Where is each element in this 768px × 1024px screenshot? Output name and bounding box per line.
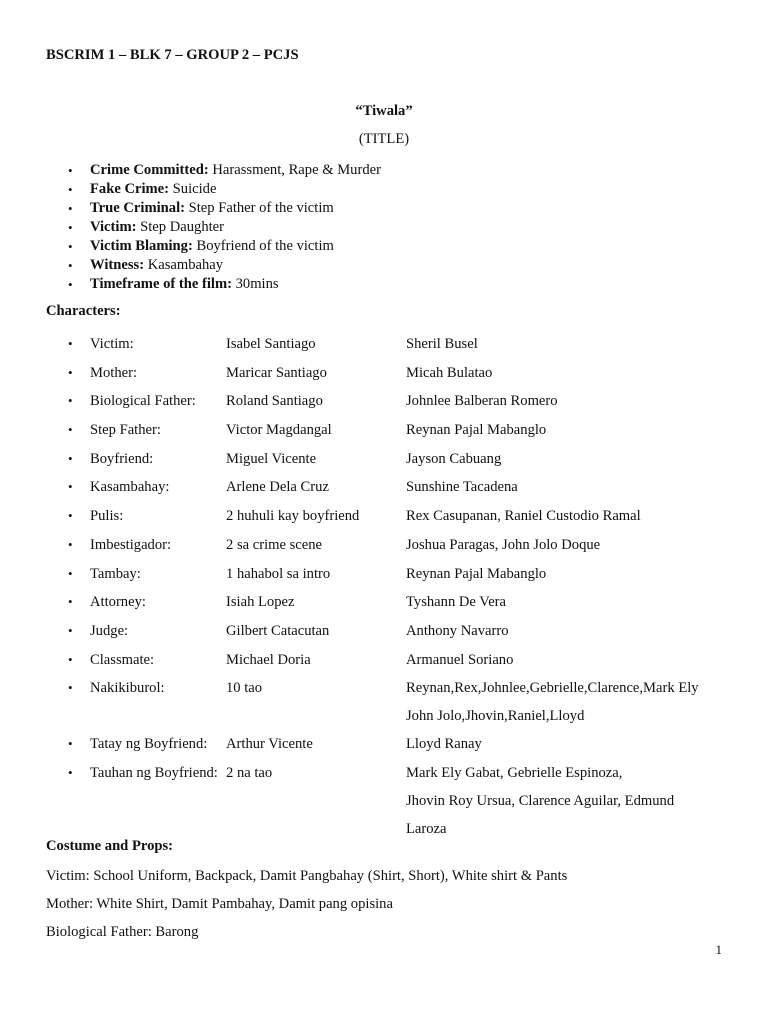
props-line: Biological Father: Barong bbox=[46, 924, 199, 940]
characters-list bbox=[68, 330, 748, 843]
bullet-icon: • bbox=[68, 736, 73, 752]
character-name: Arlene Dela Cruz bbox=[226, 479, 329, 496]
character-role: Judge: bbox=[90, 622, 129, 639]
character-row bbox=[68, 560, 748, 589]
character-name: Arthur Vicente bbox=[226, 736, 313, 753]
summary-value: 30mins bbox=[231, 276, 279, 292]
actor-line: Laroza bbox=[406, 820, 447, 837]
character-role: Nakikiburol: bbox=[90, 680, 165, 697]
character-actor bbox=[406, 387, 558, 415]
character-actor bbox=[406, 646, 513, 674]
characters-heading: Characters: bbox=[46, 303, 121, 319]
character-role: Tauhan ng Boyfriend: bbox=[90, 764, 218, 781]
character-actor bbox=[406, 445, 501, 473]
character-actor bbox=[406, 359, 492, 387]
character-row bbox=[68, 730, 748, 759]
character-role: Biological Father: bbox=[90, 393, 196, 410]
bullet-icon: • bbox=[68, 239, 73, 254]
props-list bbox=[46, 866, 746, 950]
bullet-icon: • bbox=[68, 594, 73, 610]
bullet-icon: • bbox=[68, 508, 73, 524]
summary-value: Kasambahay bbox=[144, 257, 224, 273]
character-row bbox=[68, 759, 748, 843]
summary-label: Witness: bbox=[90, 257, 145, 273]
actor-line: Rex Casupanan, Raniel Custodio Ramal bbox=[406, 508, 641, 525]
actor-line: Armanuel Soriano bbox=[406, 651, 514, 668]
summary-item bbox=[68, 256, 708, 275]
character-name: 2 sa crime scene bbox=[226, 536, 323, 553]
character-name: Miguel Vicente bbox=[226, 450, 317, 467]
summary-label: True Criminal: bbox=[90, 200, 185, 216]
actor-line: Mark Ely Gabat, Gebrielle Espinoza, bbox=[406, 764, 623, 781]
character-actor bbox=[406, 588, 506, 616]
character-row bbox=[68, 473, 748, 502]
character-role: Imbestigador: bbox=[90, 536, 172, 553]
character-name: Michael Doria bbox=[226, 651, 311, 668]
character-row bbox=[68, 674, 748, 730]
character-role: Step Father: bbox=[90, 422, 161, 439]
document-header: BSCRIM 1 – BLK 7 – GROUP 2 – PCJS bbox=[46, 47, 299, 63]
character-row bbox=[68, 359, 748, 388]
character-actor bbox=[406, 416, 546, 444]
character-role: Pulis: bbox=[90, 508, 124, 525]
character-row bbox=[68, 646, 748, 675]
actor-line: Lloyd Ranay bbox=[406, 736, 482, 753]
bullet-icon: • bbox=[68, 336, 73, 351]
props-line: Mother: White Shirt, Damit Pambahay, Damit pang opisina bbox=[46, 896, 393, 912]
bullet-icon: • bbox=[68, 163, 73, 178]
character-role: Tatay ng Boyfriend: bbox=[90, 736, 208, 753]
summary-label: Victim Blaming: bbox=[90, 238, 193, 254]
bullet-icon: • bbox=[68, 277, 73, 292]
character-actor bbox=[406, 759, 674, 843]
character-row bbox=[68, 387, 748, 416]
actor-line: Sheril Busel bbox=[406, 336, 478, 352]
document-title: “Tiwala” bbox=[355, 103, 413, 119]
bullet-icon: • bbox=[68, 393, 73, 409]
character-row bbox=[68, 416, 748, 445]
character-actor bbox=[406, 617, 509, 645]
actor-line: Reynan,Rex,Johnlee,Gebrielle,Clarence,Mark Ely bbox=[406, 680, 699, 697]
character-row bbox=[68, 502, 748, 531]
bullet-icon: • bbox=[68, 422, 73, 438]
bullet-icon: • bbox=[68, 651, 73, 667]
actor-line: Reynan Pajal Mabanglo bbox=[406, 565, 547, 582]
bullet-icon: • bbox=[68, 764, 73, 780]
summary-label: Timeframe of the film: bbox=[90, 276, 232, 292]
character-row bbox=[68, 531, 748, 560]
character-actor bbox=[406, 730, 482, 758]
character-row bbox=[68, 588, 748, 617]
summary-value: Suicide bbox=[169, 181, 217, 197]
summary-value: Step Daughter bbox=[136, 219, 225, 235]
summary-label: Crime Committed: bbox=[90, 162, 209, 178]
bullet-icon: • bbox=[68, 182, 73, 197]
bullet-icon: • bbox=[68, 364, 73, 380]
summary-label: Victim: bbox=[90, 219, 137, 235]
document-subtitle: (TITLE) bbox=[358, 131, 410, 147]
character-role: Victim: bbox=[90, 336, 134, 352]
character-role: Tambay: bbox=[90, 565, 141, 582]
character-row bbox=[68, 330, 748, 359]
summary-value: Harassment, Rape & Murder bbox=[208, 162, 381, 178]
character-role: Boyfriend: bbox=[90, 450, 154, 467]
bullet-icon: • bbox=[68, 536, 73, 552]
summary-item bbox=[68, 161, 708, 180]
bullet-icon: • bbox=[68, 450, 73, 466]
character-role: Attorney: bbox=[90, 594, 146, 611]
summary-item bbox=[68, 218, 708, 237]
summary-item bbox=[68, 237, 708, 256]
character-row bbox=[68, 617, 748, 646]
summary-value: Boyfriend of the victim bbox=[192, 238, 334, 254]
actor-line: Sunshine Tacadena bbox=[406, 479, 518, 496]
props-heading: Costume and Props: bbox=[46, 838, 174, 854]
bullet-icon: • bbox=[68, 220, 73, 235]
props-line: Victim: School Uniform, Backpack, Damit Pangbahay (Shirt, Short), White shirt & Pants bbox=[46, 868, 568, 884]
bullet-icon: • bbox=[68, 201, 73, 216]
actor-line: Joshua Paragas, John Jolo Doque bbox=[406, 536, 601, 553]
character-name: 2 huhuli kay boyfriend bbox=[226, 508, 360, 525]
character-role: Mother: bbox=[90, 364, 138, 381]
summary-value: Step Father of the victim bbox=[184, 200, 334, 216]
summary-item bbox=[68, 199, 708, 218]
character-actor bbox=[406, 560, 546, 588]
character-name: 10 tao bbox=[226, 680, 263, 697]
actor-line: Johnlee Balberan Romero bbox=[406, 393, 558, 410]
character-name: Victor Magdangal bbox=[226, 422, 332, 439]
summary-item bbox=[68, 180, 708, 199]
summary-item bbox=[68, 275, 708, 294]
summary-label: Fake Crime: bbox=[90, 181, 170, 197]
bullet-icon: • bbox=[68, 258, 73, 273]
actor-line: Reynan Pajal Mabanglo bbox=[406, 422, 547, 439]
character-name: 2 na tao bbox=[226, 764, 273, 781]
actor-line: Micah Bulatao bbox=[406, 364, 493, 381]
character-actor bbox=[406, 674, 699, 730]
character-name: Gilbert Catacutan bbox=[226, 622, 330, 639]
character-name: Isabel Santiago bbox=[226, 336, 316, 352]
summary-list bbox=[68, 161, 708, 294]
character-row bbox=[68, 445, 748, 474]
actor-line: Jayson Cabuang bbox=[406, 450, 502, 467]
actor-line: Anthony Navarro bbox=[406, 622, 509, 639]
character-actor bbox=[406, 330, 478, 358]
bullet-icon: • bbox=[68, 680, 73, 696]
page-number: 1 bbox=[715, 942, 722, 957]
bullet-icon: • bbox=[68, 479, 73, 495]
character-name: Isiah Lopez bbox=[226, 594, 295, 611]
character-name: Maricar Santiago bbox=[226, 364, 327, 381]
bullet-icon: • bbox=[68, 565, 73, 581]
character-actor bbox=[406, 473, 518, 501]
bullet-icon: • bbox=[68, 622, 73, 638]
character-role: Kasambahay: bbox=[90, 479, 170, 496]
character-role: Classmate: bbox=[90, 651, 155, 668]
actor-line: Tyshann De Vera bbox=[406, 594, 507, 611]
character-actor bbox=[406, 531, 600, 559]
actor-line: John Jolo,Jhovin,Raniel,Lloyd bbox=[406, 708, 585, 725]
character-actor bbox=[406, 502, 641, 530]
character-name: Roland Santiago bbox=[226, 393, 323, 410]
actor-line: Jhovin Roy Ursua, Clarence Aguilar, Edmund bbox=[406, 792, 675, 809]
character-name: 1 hahabol sa intro bbox=[226, 565, 331, 582]
